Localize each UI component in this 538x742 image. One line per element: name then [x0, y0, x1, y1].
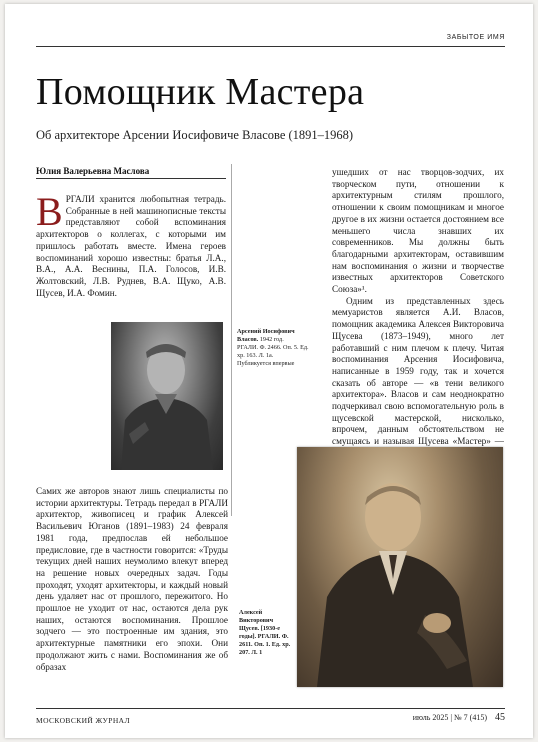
- footer-rule: [36, 708, 505, 709]
- lead-paragraph-column: [36, 189, 226, 299]
- lead-text: РГАЛИ хранится любопытная тетрадь. Собранные в ней машинописные тексты представляют собой вспоминания архитекторов о коллегах, с которыми им пришлось работать вместе. Имена героев воспоминаний хорошо известны: братья Л.А., В.А., А.А. Веснины, П.А. Голосов, И.В. Жолтовский, Л.В. Руднев, В.А. Щуко, А.В. Щусев, И.А. Фомин.: [36, 194, 226, 298]
- caption-note: Публикуется впервые: [237, 360, 295, 367]
- section-label: ЗАБЫТОЕ ИМЯ: [446, 34, 505, 41]
- column-divider: [231, 164, 232, 516]
- second-paragraph: Самих же авторов знают лишь специалисты по истории архитектуры. Тетрадь передал в РГАЛИ архитектор, живописец и график Алексей Васильевич Юганов (1891–1983) 24 февраля 1981 года, предпослав ей небольшое предисловие, где в частности говорится: «Труды текущих дней наших неумолимо влекут вперед на решение новых очередных задач. Годы проходят, уходят архитекторы, и каждый новый день удаляет нас от прошлого, пережитого. Но прошлое не уходит от нас, остаются дела рук наших, остаются воспоминания. Прошлое зодчего — это построенные им здания, это архитектурные памятники его эпохи. Они продолжают жить с нами. Воспоминания же об образах: [36, 486, 228, 672]
- right-paragraph-1: ушедших от нас творцов-зодчих, их творческом пути, отношении к архитектурным стилям прошлого, отношении к своим помощникам и многое другое в их жизни остается достоянием все меньшего числа знавших их современников. Мы должны быть благодарными архитекторам, оставившим нам воспоминания о жизни и творчестве известных архитекторов Советского Союза»¹.: [332, 167, 504, 295]
- article-title: Помощник Мастера: [36, 71, 365, 113]
- shchusev-photo-caption: Алексей Викторович Щусев. [1930-е годы]. РГАЛИ. Ф. 2611. Оп. 1. Ед. хр. 207. Л. 1: [239, 609, 291, 656]
- lead-paragraph: [36, 189, 226, 299]
- shchusev-portrait-photo: [297, 447, 503, 687]
- caption-name: Арсений Иосифович Власов.: [237, 328, 295, 343]
- journal-name: МОСКОВСКИЙ ЖУРНАЛ: [36, 716, 130, 725]
- footer-issue-info: [413, 712, 505, 723]
- right-paragraph-2: Одним из представленных здесь мемуаристов является А.И. Власов, помощник академика Алексея Викторовича Щусева (1873–1949), много лет работавший с ним плечом к плечу. Читая воспоминания Арсения Иосифовича, написанные в 1959 году, так и хочется сказать об авторе — «в тени великого архитектора». Власов и сам неоднократно подчеркивал свою вспомогательную роль в щусевской мастерской, нисколько, впрочем, данным обстоятельством не смущаясь и называя Щусева «Мастер» —: [332, 295, 504, 447]
- author-rule: [36, 178, 226, 179]
- vlasov-portrait-photo: [111, 322, 223, 470]
- vlasov-portrait-image: [111, 322, 223, 470]
- drop-cap: В: [36, 189, 63, 234]
- shchusev-portrait-image: [297, 447, 503, 687]
- caption-archive: РГАЛИ. Ф. 2466. Оп. 5. Ед. хр. 163. Л. 1а.: [237, 344, 309, 359]
- magazine-page: [5, 4, 533, 738]
- second-paragraph-column: [36, 486, 228, 673]
- author-name: Юлия Валерьевна Маслова: [36, 166, 150, 176]
- page-number: 45: [495, 712, 505, 723]
- vlasov-photo-caption: [237, 328, 317, 368]
- top-rule: [36, 46, 505, 47]
- caption-year: 1942 год.: [259, 336, 284, 343]
- article-subtitle: Об архитекторе Арсении Иосифовиче Власове (1891–1968): [36, 128, 354, 142]
- issue-label: июль 2025 | № 7 (415): [412, 713, 487, 722]
- right-text-column: [332, 167, 504, 460]
